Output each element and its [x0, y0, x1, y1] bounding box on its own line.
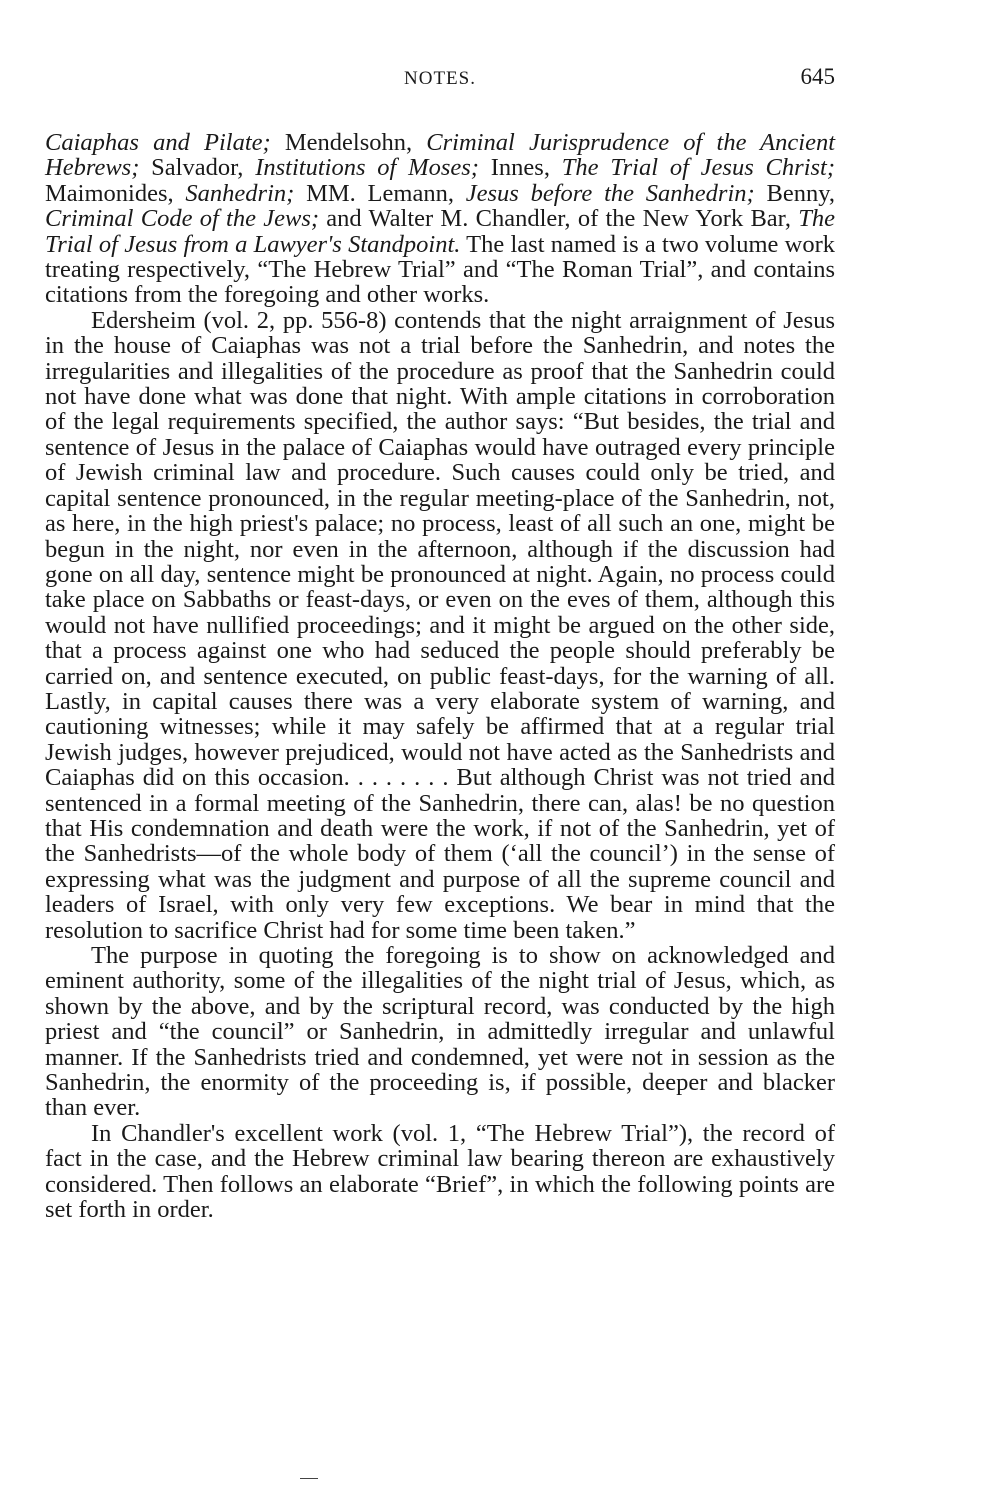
page	[45, 60, 835, 1222]
italic-text-segment: Criminal Jurisprudence of the Ancient Hebrews;	[45, 129, 835, 182]
italic-text-segment: Criminal Code of the Jews;	[45, 205, 320, 233]
text-segment: Salvador,	[139, 154, 256, 182]
text-segment: The last named is a two volume work treating respectively, “The Hebrew Trial” and “The Roman Trial”, and contains citations from the foregoing and other works.	[45, 230, 835, 309]
italic-text-segment: Caiaphas and Pilate;	[45, 129, 271, 156]
paragraph	[45, 943, 835, 1121]
running-head: NOTES.	[404, 68, 476, 89]
paragraph	[45, 308, 835, 943]
paragraph	[45, 1121, 835, 1223]
text-segment: Innes,	[478, 154, 562, 182]
italic-text-segment: Jesus before the Sanhedrin;	[465, 179, 755, 207]
italic-text-segment: The Trial of Jesus Christ;	[561, 154, 835, 182]
italic-text-segment: Institutions of Moses;	[255, 154, 479, 182]
text-segment: Maimonides,	[45, 179, 186, 207]
text-segment: In Chandler's excellent work (vol. 1, “The Hebrew Trial”), the record of fact in the case, and the Hebrew criminal law bearing thereon are exhaustively considered. Then follows an elaborate “Brief”, in which the following points are set forth in order.	[45, 1119, 835, 1224]
text-segment: The purpose in quoting the foregoing is to show on acknowledged and eminent authority, some of the illegalities of the night trial of Jesus, which, as shown by the above, and by the scriptural record, was conducted by the high priest and “the council” or Sanhedrin, in admittedly irregular and unlawful manner. If the Sanhedrists tried and condemned, yet were not in session as the Sanhedrin, the enormity of the proceeding is, if possible, deeper and blacker than ever.	[45, 942, 835, 1122]
page-number: 645	[800, 64, 835, 89]
text-segment: MM. Lemann,	[294, 179, 466, 207]
italic-text-segment: Sanhedrin;	[185, 179, 295, 207]
text-segment: Mendelsohn,	[270, 129, 427, 156]
body-text	[45, 130, 835, 1222]
page-header	[45, 60, 835, 100]
text-segment: Edersheim (vol. 2, pp. 556-8) contends that the night arraignment of Jesus in the house of Caiaphas was not a trial before the Sanhedrin, and notes the irregularities and illegalities of the procedure as proof that the Sanhedrin could not have done what was done that night. With ample citations in corroboration of the legal requirements specified, the author says: “But besides, the trial and sentence of Jesus in the palace of Caiaphas would have outraged every principle of Jewish criminal law and procedure. Such causes could only be tried, and capital sentence pronounced, in the regular meeting-place of the Sanhedrin, not, as here, in the high priest's palace; no process, least of all such an one, might be begun in the night, nor even in the afternoon, although if the discussion had gone on all day, sentence might be pronounced at night. Again, no process could take place on Sabbaths or feast-days, or even on the eves of them, although this would not have nullified proceedings; and it might be argued on the other side, that a process against one who had seduced the people should preferably be carried on, and sentence executed, on public feast-days, for the warning of all. Lastly, in capital causes there was a very elaborate system of warning, and cautioning witnesses; while it may safely be affirmed that at a regular trial Jewish judges, however prejudiced, would not have acted as the Sanhedrists and Caiaphas did on this occasion. . . . . . . . But although Christ was not tried and sentenced in a formal meeting of the Sanhedrin, there can, alas! be no question that His condemnation and death were the work, if not of the Sanhedrin, yet of the Sanhedrists—of the whole body of them (‘all the council’) in the sense of expressing what was the judgment and purpose of all the supreme council and leaders of Israel, with only very few exceptions. We bear in mind that the resolution to sacrifice Christ had for some time been taken.”	[45, 306, 835, 944]
italic-text-segment: The Trial of Jesus from a Lawyer's Standpoint.	[45, 205, 835, 258]
text-segment: Benny,	[754, 179, 835, 207]
footer-mark	[300, 1478, 318, 1479]
paragraph	[45, 130, 835, 308]
text-segment: and Walter M. Chandler, of the New York Bar,	[319, 205, 799, 233]
